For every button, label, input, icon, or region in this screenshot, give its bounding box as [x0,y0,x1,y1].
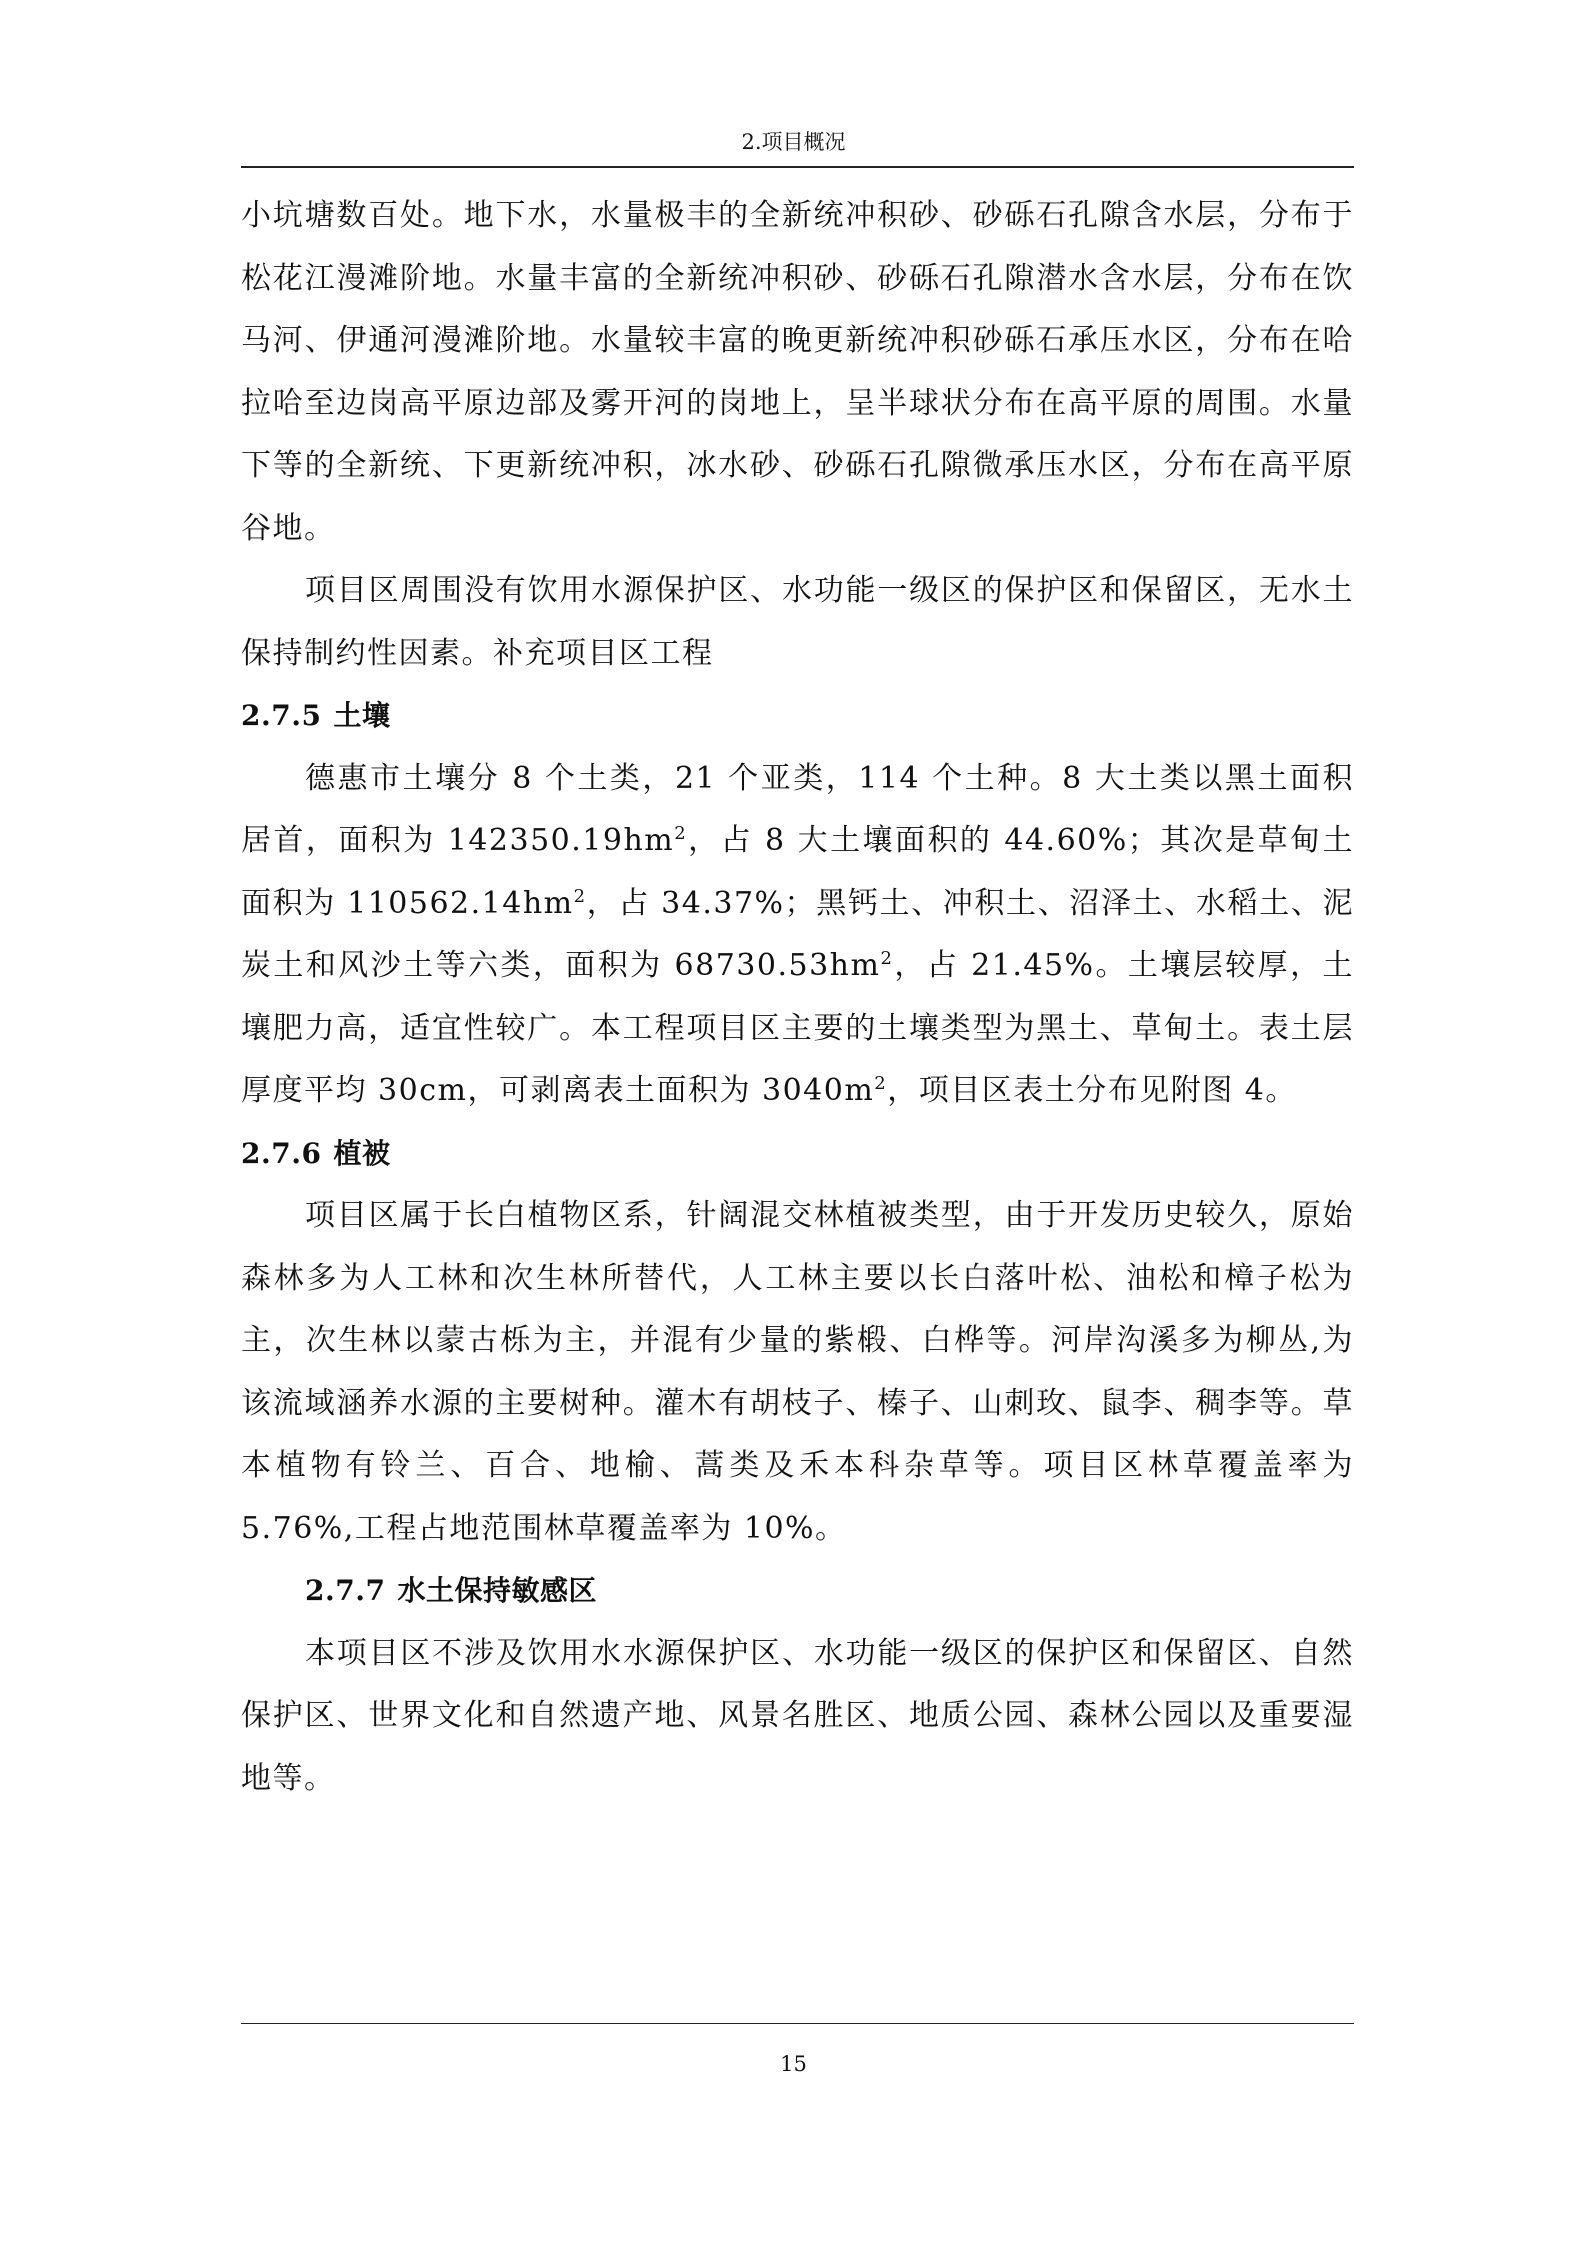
paragraph-constraints: 项目区周围没有饮用水源保护区、水功能一级区的保护区和保留区，无水土保持制约性因素。补充项目区工程 [241,573,1354,671]
superscript: 2 [880,948,894,969]
paragraph-sensitive-areas: 本项目区不涉及饮用水水源保护区、水功能一级区的保护区和保留区、自然保护区、世界文化和自然遗产地、风景名胜区、地质公园、森林公园以及重要湿地等。 [241,1635,1354,1796]
superscript: 2 [674,823,688,844]
soil-text-2: ，占 8 大土壤面积的 44.60%；其次是草甸土面积为 110562.14hm [241,823,1354,921]
section-number: 2.7.6 [241,1136,322,1170]
superscript: 2 [573,885,587,907]
soil-text-5: ，项目区表土分布见附图 4。 [887,1073,1297,1108]
soil-text-3: ，占 34.37%；黑钙土、冲积土、沼泽土、水稻土、泥炭土和风沙土等六类，面积为 68730.53hm [241,885,1354,983]
superscript: 2 [874,1073,888,1094]
paragraph-vegetation: 项目区属于长白植物区系，针阔混交林植被类型，由于开发历史较久，原始森林多为人工林和次生林所替代，人工林主要以长白落叶松、油松和樟子松为主，次生林以蒙古栎为主，并混有少量的紫椴、白桦等。河岸沟溪多为柳丛,为该流域涵养水源的主要树种。灌木有胡枝子、榛子、山刺玫、鼠李、稠李等。草本植物有铃兰、百合、地榆、蒿类及禾本科杂草等。项目区林草覆盖率为 5.76%,工程占地范围林草覆盖率为 10%。 [241,1198,1354,1546]
section-number: 2.7.5 [241,699,322,732]
section-title: 土壤 [333,699,391,732]
section-heading-2-7-5 [241,685,1354,748]
section-heading-2-7-7 [241,1560,1354,1623]
section-title: 水土保持敏感区 [397,1574,597,1607]
section-number: 2.7.7 [305,1574,386,1607]
soil-text-4: ，占 21.45%。土壤层较厚，土壤肥力高，适宜性较广。本工程项目区主要的土壤类型为黑土、草甸土。表土层厚度平均 30cm，可剥离表土面积为 3040m [241,948,1354,1108]
running-header: 2.项目概况 [741,130,846,154]
paragraph-groundwater: 小坑塘数百处。地下水，水量极丰的全新统冲积砂、砂砾石孔隙含水层，分布于松花江漫滩阶地。水量丰富的全新统冲积砂、砂砾石孔隙潜水含水层，分布在饮马河、伊通河漫滩阶地。水量较丰富的晚更新统冲积砂砾石承压水区，分布在哈拉哈至边岗高平原边部及雾开河的岗地上，呈半球状分布在高平原的周围。水量下等的全新统、下更新统冲积，冰水砂、砂砾石孔隙微承压水区，分布在高平原谷地。 [241,198,1354,546]
header-divider [241,166,1354,168]
paragraph-soil [241,748,1354,1123]
footer-divider [241,2023,1354,2024]
page-body [241,185,1354,1810]
section-heading-2-7-6 [241,1123,1354,1186]
section-title: 植被 [333,1136,391,1170]
page-number: 15 [780,2052,807,2076]
soil-text-1: 德惠市土壤分 8 个土类，21 个亚类，114 个土种。8 大土类以黑土面积居首，面积为 142350.19hm [241,760,1354,858]
